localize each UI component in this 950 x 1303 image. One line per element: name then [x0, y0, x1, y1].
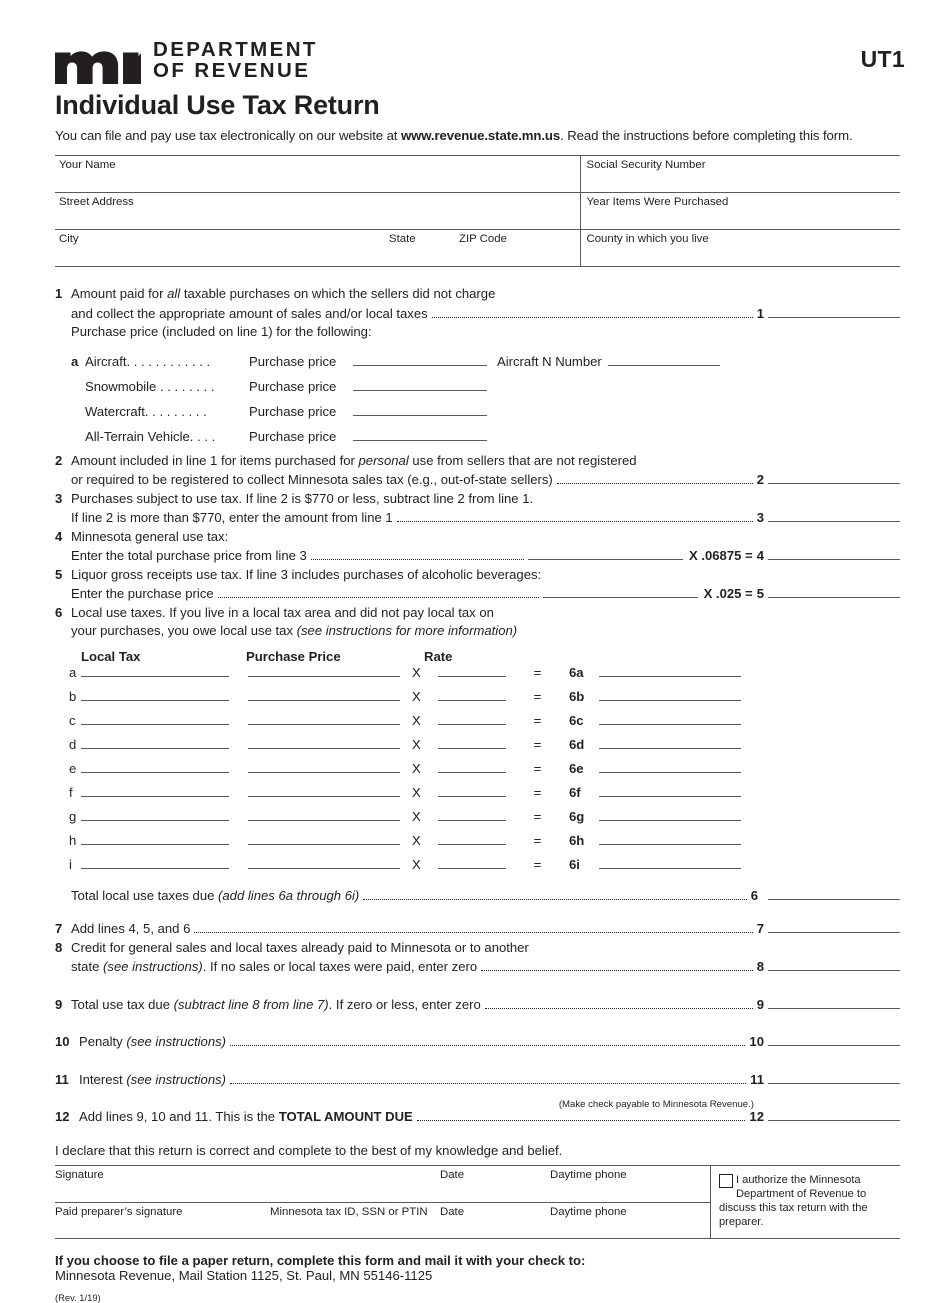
line-10-row — [55, 1032, 900, 1052]
line-9-text — [71, 996, 481, 1015]
aircraft-n-number-input[interactable] — [608, 352, 720, 366]
line-1-text-a-pre: Amount paid for — [71, 286, 168, 301]
result-label: 6h — [569, 832, 585, 848]
mailing-instruction-line: If you choose to file a paper return, complete this form and mail it with your check to: — [55, 1252, 586, 1268]
times-symbol: X — [412, 664, 421, 680]
purchase-items-list — [55, 352, 900, 452]
local-tax-rate-input[interactable] — [438, 784, 506, 797]
subtitle-text-after: . Read the instructions before completing this form. — [560, 128, 853, 143]
purchase-price-label: Purchase price — [249, 428, 337, 444]
year-purchased-field[interactable] — [580, 193, 900, 230]
local-tax-price-input[interactable] — [248, 712, 400, 725]
purchase-item-name-text: All-Terrain Vehicle — [85, 428, 190, 444]
table-row — [55, 856, 900, 880]
row-letter: d — [69, 736, 77, 752]
check-payable-note: (Make check payable to Minnesota Revenue.) — [558, 1099, 754, 1110]
equals-symbol: = — [533, 664, 542, 680]
line-3-text-a: Purchases subject to use tax. If line 2 is $770 or less, subtract line 2 from line 1. — [71, 490, 534, 506]
table-row — [55, 808, 900, 832]
local-tax-price-input[interactable] — [248, 856, 400, 869]
col-header-purchase-price: Purchase Price — [246, 648, 341, 664]
line-10-right-number: 10 — [749, 1034, 764, 1049]
line-9-text-pre: Total use tax due — [71, 996, 174, 1012]
ssn-label: Social Security Number — [586, 159, 706, 171]
dot-leader — [397, 521, 753, 522]
county-field[interactable] — [580, 230, 900, 267]
agency-name-line2: OF REVENUE — [153, 59, 311, 82]
table-row — [55, 156, 900, 193]
result-label: 6c — [569, 712, 584, 728]
your-name-field[interactable] — [55, 156, 580, 193]
line-1-text-c: Purchase price (included on line 1) for the following: — [71, 324, 372, 339]
local-tax-table-header — [55, 649, 900, 664]
signature-row1-blank — [270, 1169, 440, 1202]
line-12-row — [55, 1099, 900, 1127]
line-8-text-b — [71, 958, 477, 977]
line-6-total-text — [71, 887, 359, 906]
local-tax-table-body — [55, 664, 900, 880]
times-symbol: X — [412, 856, 421, 872]
line-5-rate: X .025 = — [703, 586, 753, 601]
line-5-price-input[interactable] — [543, 584, 698, 598]
dot-leader — [417, 1120, 746, 1121]
equals-symbol: = — [533, 856, 542, 872]
watercraft-price-input[interactable] — [353, 402, 487, 416]
line-2-text-a — [71, 452, 637, 471]
times-symbol: X — [412, 760, 421, 776]
row-letter: f — [69, 784, 73, 800]
local-tax-result-input[interactable] — [599, 712, 741, 725]
equals-symbol: = — [533, 808, 542, 824]
signature-section — [55, 1165, 900, 1239]
purchase-item-dots: . . . . . . . . . — [144, 403, 207, 419]
purchase-item-name — [85, 428, 249, 447]
local-tax-result-input[interactable] — [599, 760, 741, 773]
line-2-amount-input[interactable] — [768, 470, 900, 484]
table-row — [55, 832, 900, 856]
line-6-right-number: 6 — [750, 887, 758, 903]
line-4-text-b: Enter the total purchase price from line 3 — [71, 548, 307, 563]
line-6-total-row — [55, 886, 900, 906]
line-10-number: 10 — [55, 1034, 70, 1049]
times-symbol: X — [412, 688, 421, 704]
purchase-item-row — [55, 427, 900, 452]
street-address-field[interactable] — [55, 193, 580, 230]
line-8-row-a — [55, 939, 900, 958]
line-7-row — [55, 919, 900, 939]
signature-label[interactable]: Signature — [55, 1168, 104, 1181]
local-tax-result-input[interactable] — [599, 808, 741, 821]
line-6-total-pre: Total local use taxes due — [71, 887, 219, 903]
local-tax-rate-input[interactable] — [438, 736, 506, 749]
purchase-item-dots: . . . . . . . . . . . . — [126, 353, 211, 369]
local-tax-result-input[interactable] — [599, 832, 741, 845]
line-9-number: 9 — [55, 996, 63, 1012]
equals-symbol: = — [533, 784, 542, 800]
line-4-rate: X .06875 = — [688, 548, 753, 563]
local-tax-rate-input[interactable] — [438, 688, 506, 701]
local-tax-price-input[interactable] — [248, 736, 400, 749]
line-1-row-a — [55, 285, 900, 304]
line-7-amount-input[interactable] — [768, 919, 900, 933]
purchase-price-label: Purchase price — [249, 378, 337, 394]
ssn-field[interactable] — [580, 156, 900, 193]
line-6-text-b — [71, 622, 517, 641]
row-letter: b — [69, 688, 77, 704]
line-11-text-em: (see instructions) — [126, 1071, 227, 1087]
line-1-row-b — [55, 304, 900, 324]
purchase-item-name — [85, 353, 249, 372]
line-6-text-b-em: (see instructions for more information) — [296, 623, 518, 638]
line-5-number: 5 — [55, 566, 63, 582]
local-tax-result-input[interactable] — [599, 664, 741, 677]
purchase-price-label: Purchase price — [249, 403, 337, 419]
line-8-row-b — [55, 957, 900, 977]
line-3-text-b: If line 2 is more than $770, enter the amount from line 1 — [71, 510, 393, 525]
dot-leader — [363, 899, 746, 900]
zip-field[interactable] — [455, 230, 580, 267]
row-letter: i — [69, 856, 72, 872]
line-4-right-number: 4 — [756, 548, 764, 563]
line-2-number: 2 — [55, 452, 63, 468]
line-1-text-a-post: taxable purchases on which the sellers did not charge — [180, 286, 496, 301]
agency-name-line1: DEPARTMENT — [153, 38, 318, 61]
local-tax-name-input[interactable] — [81, 712, 229, 725]
line-8-text-b-post: . If no sales or local taxes were paid, enter zero — [202, 959, 478, 974]
line-5-text-a: Liquor gross receipts use tax. If line 3 includes purchases of alcoholic beverages: — [71, 566, 542, 582]
agency-logo-block — [55, 38, 905, 84]
local-tax-result-input[interactable] — [599, 736, 741, 749]
signature-fields — [55, 1165, 710, 1239]
line-1-number: 1 — [55, 286, 63, 301]
agency-name — [153, 38, 318, 81]
purchase-price-label: Purchase price — [249, 353, 337, 369]
local-tax-rate-input[interactable] — [438, 832, 506, 845]
snowmobile-price-input[interactable] — [353, 377, 487, 391]
city-field[interactable] — [55, 230, 385, 267]
line-2-row-b — [55, 470, 900, 490]
form-body — [55, 285, 900, 1127]
preparer-phone-label[interactable]: Daytime phone — [550, 1205, 627, 1218]
subtitle-text-before: You can file and pay use tax electronically on our website at — [55, 128, 401, 143]
table-row — [55, 664, 900, 688]
county-label: County in which you live — [586, 233, 709, 245]
form-header — [0, 0, 950, 143]
line-11-right-number: 11 — [750, 1071, 764, 1087]
purchase-item-letter: a — [71, 353, 79, 369]
line-10-amount-input[interactable] — [768, 1032, 900, 1046]
line-9-text-post: . If zero or less, enter zero — [328, 996, 481, 1012]
authorize-checkbox[interactable] — [719, 1174, 733, 1188]
result-label: 6e — [569, 760, 584, 776]
line-4-text-a: Minnesota general use tax: — [71, 528, 229, 544]
local-tax-name-input[interactable] — [81, 688, 229, 701]
signature-row-preparer — [55, 1202, 710, 1239]
line-6-text-a: Local use taxes. If you live in a local tax area and did not pay local tax on — [71, 604, 494, 620]
local-tax-price-input[interactable] — [248, 760, 400, 773]
line-4-amount-input[interactable] — [768, 546, 900, 560]
line-3-number: 3 — [55, 490, 63, 506]
local-tax-name-input[interactable] — [81, 832, 229, 845]
local-tax-price-input[interactable] — [248, 832, 400, 845]
dot-leader — [432, 317, 753, 318]
purchase-item-name — [85, 378, 249, 397]
line-9-text-em: (subtract line 8 from line 7) — [173, 996, 329, 1012]
line-3-row-a — [55, 490, 900, 509]
line-2-text-a-post: use from sellers that are not registered — [408, 452, 637, 468]
line-10-text — [79, 1033, 226, 1052]
local-tax-result-input[interactable] — [599, 688, 741, 701]
purchase-item-name-text: Watercraft — [85, 403, 145, 419]
line-8-text-b-pre: state — [71, 959, 104, 974]
signature-phone-label[interactable]: Daytime phone — [550, 1168, 627, 1181]
equals-symbol: = — [533, 736, 542, 752]
local-tax-name-input[interactable] — [81, 760, 229, 773]
purchase-item-row — [55, 377, 900, 402]
line-11-row — [55, 1070, 900, 1090]
city-label: City — [59, 233, 79, 245]
form-subtitle — [55, 128, 905, 143]
local-tax-rate-input[interactable] — [438, 664, 506, 677]
mailing-instructions — [55, 1253, 900, 1303]
line-8-right-number: 8 — [756, 959, 764, 974]
equals-symbol: = — [533, 760, 542, 776]
purchase-item-name-text: Aircraft — [85, 353, 127, 369]
line-2-text-a-em: personal — [358, 452, 409, 468]
year-purchased-label: Year Items Were Purchased — [586, 196, 729, 208]
dot-leader — [218, 597, 539, 598]
preparer-taxid-label[interactable]: Minnesota tax ID, SSN or PTIN — [270, 1205, 428, 1218]
line-12-text-bold: TOTAL AMOUNT DUE — [278, 1109, 413, 1124]
dot-leader — [311, 559, 524, 560]
col-header-rate: Rate — [424, 648, 453, 664]
line-1-text-a — [71, 285, 495, 304]
table-row — [55, 736, 900, 760]
local-tax-name-input[interactable] — [81, 784, 229, 797]
your-name-label: Your Name — [59, 159, 116, 171]
line-6-row-a — [55, 604, 900, 623]
line-2-right-number: 2 — [756, 472, 764, 487]
line-9-right-number: 9 — [756, 996, 764, 1012]
purchase-item-row — [55, 352, 900, 377]
line-3-amount-input[interactable] — [768, 508, 900, 522]
times-symbol: X — [412, 736, 421, 752]
revision-code: (Rev. 1/19) — [55, 1291, 101, 1303]
local-tax-price-input[interactable] — [248, 688, 400, 701]
form-code: UT1 — [860, 46, 905, 72]
taxpayer-info-table — [55, 155, 900, 267]
line-6-number: 6 — [55, 604, 63, 620]
purchase-item-dots: . . . . . . . . — [156, 378, 215, 394]
result-label: 6d — [569, 736, 585, 752]
times-symbol: X — [412, 808, 421, 824]
table-row — [55, 230, 900, 267]
page-title: Individual Use Tax Return — [55, 90, 380, 120]
purchase-item-name — [85, 403, 249, 422]
line-5-row-b — [55, 584, 900, 604]
preparer-signature-label[interactable]: Paid preparer’s signature — [55, 1205, 183, 1218]
line-7-number: 7 — [55, 921, 63, 936]
dot-leader — [481, 970, 753, 971]
line-1-text-a-em: all — [167, 286, 181, 301]
equals-symbol: = — [533, 712, 542, 728]
street-address-label: Street Address — [59, 196, 134, 208]
dot-leader — [230, 1045, 745, 1046]
mailing-address-line: Minnesota Revenue, Mail Station 1125, St. Paul, MN 55146-1125 — [55, 1267, 433, 1283]
line-12-right-number: 12 — [749, 1109, 764, 1124]
local-tax-rate-input[interactable] — [438, 808, 506, 821]
line-1-text-b: and collect the appropriate amount of sales and/or local taxes — [71, 305, 428, 321]
line-1-right-number: 1 — [756, 305, 764, 321]
atv-price-input[interactable] — [353, 427, 487, 441]
local-tax-result-input[interactable] — [599, 856, 741, 869]
line-5-amount-input[interactable] — [768, 584, 900, 598]
line-1-row-c — [55, 323, 900, 342]
times-symbol: X — [412, 712, 421, 728]
row-letter: a — [69, 664, 77, 680]
row-letter: c — [69, 712, 76, 728]
purchase-item-dots: . . . . — [189, 428, 216, 444]
table-row — [55, 193, 900, 230]
line-12-text — [79, 1108, 413, 1127]
line-8-amount-input[interactable] — [768, 957, 900, 971]
table-row — [55, 688, 900, 712]
zip-label: ZIP Code — [459, 233, 507, 245]
line-6-total-em: (add lines 6a through 6i) — [218, 887, 360, 903]
line-4-row-b — [55, 546, 900, 566]
row-letter: h — [69, 832, 77, 848]
line-9-row — [55, 995, 900, 1015]
result-label: 6b — [569, 688, 585, 704]
times-symbol: X — [412, 784, 421, 800]
mn-wordmark-logo-icon — [55, 40, 141, 84]
local-tax-result-input[interactable] — [599, 784, 741, 797]
table-row — [55, 760, 900, 784]
result-label: 6g — [569, 808, 585, 824]
line-2-text-a-pre: Amount included in line 1 for items purchased for — [71, 452, 359, 468]
declaration-text: I declare that this return is correct and complete to the best of my knowledge and belief. — [55, 1142, 563, 1158]
line-12-amount-input[interactable] — [768, 1107, 900, 1121]
equals-symbol: = — [533, 688, 542, 704]
line-3-row-b — [55, 508, 900, 528]
local-tax-rate-input[interactable] — [438, 712, 506, 725]
col-header-local-tax: Local Tax — [81, 648, 141, 664]
line-12-number: 12 — [55, 1109, 70, 1124]
local-tax-rate-input[interactable] — [438, 856, 506, 869]
revenue-website-link[interactable]: www.revenue.state.mn.us — [400, 128, 561, 143]
line-6-amount-input[interactable] — [768, 886, 900, 900]
line-10-text-em: (see instructions) — [126, 1034, 227, 1049]
line-5-text-b: Enter the purchase price — [71, 586, 214, 601]
line-11-text-pre: Interest — [79, 1071, 127, 1087]
local-tax-name-input[interactable] — [81, 736, 229, 749]
row-letter: g — [69, 808, 77, 824]
line-12-text-pre: Add lines 9, 10 and 11. This is the — [79, 1109, 279, 1124]
aircraft-n-number-label: Aircraft N Number — [497, 353, 602, 369]
line-4-price-input[interactable] — [528, 546, 683, 560]
line-7-text: Add lines 4, 5, and 6 — [71, 921, 191, 936]
dot-leader — [485, 1008, 753, 1009]
line-10-text-pre: Penalty — [79, 1034, 127, 1049]
dot-leader — [230, 1083, 746, 1084]
authorize-preparer-box[interactable] — [710, 1165, 900, 1239]
line-8-number: 8 — [55, 939, 63, 955]
line-2-row-a — [55, 452, 900, 471]
dot-leader — [557, 483, 753, 484]
local-tax-price-input[interactable] — [248, 664, 400, 677]
line-3-right-number: 3 — [756, 510, 764, 525]
line-6-row-b — [55, 622, 900, 641]
line-4-row-a — [55, 528, 900, 547]
state-field[interactable] — [385, 230, 455, 267]
line-4-number: 4 — [55, 528, 63, 544]
local-tax-price-input[interactable] — [248, 808, 400, 821]
preparer-date-label[interactable]: Date — [440, 1205, 465, 1218]
purchase-item-name-text: Snowmobile — [85, 378, 157, 394]
result-label: 6f — [569, 784, 581, 800]
signature-row-taxpayer — [55, 1165, 710, 1202]
line-2-text-b: or required to be registered to collect Minnesota sales tax (e.g., out-of-state sellers) — [71, 472, 553, 487]
line-8-text-b-em: (see instructions) — [103, 959, 203, 974]
line-5-row-a — [55, 566, 900, 585]
local-tax-name-input[interactable] — [81, 856, 229, 869]
local-tax-price-input[interactable] — [248, 784, 400, 797]
purchase-item-row — [55, 402, 900, 427]
authorize-label: I authorize the Minnesota Department of Revenue to discuss this tax return with the preparer. — [719, 1173, 868, 1228]
line-5-right-number: 5 — [756, 586, 764, 601]
line-1-amount-input[interactable] — [768, 304, 900, 318]
result-label: 6i — [569, 856, 580, 872]
local-tax-name-input[interactable] — [81, 664, 229, 677]
line-11-number: 11 — [55, 1071, 69, 1087]
times-symbol: X — [412, 832, 421, 848]
state-label: State — [389, 233, 416, 245]
aircraft-price-input[interactable] — [353, 352, 487, 366]
dot-leader — [194, 932, 752, 933]
line-6-text-b-pre: your purchases, you owe local use tax — [71, 623, 297, 638]
line-11-amount-input[interactable] — [768, 1070, 900, 1084]
line-8-text-a: Credit for general sales and local taxes already paid to Minnesota or to another — [71, 939, 529, 955]
local-tax-name-input[interactable] — [81, 808, 229, 821]
local-tax-rate-input[interactable] — [438, 760, 506, 773]
line-9-amount-input[interactable] — [768, 995, 900, 1009]
table-row — [55, 712, 900, 736]
result-label: 6a — [569, 664, 584, 680]
row-letter: e — [69, 760, 77, 776]
line-11-text — [79, 1071, 226, 1090]
equals-symbol: = — [533, 832, 542, 848]
table-row — [55, 784, 900, 808]
signature-date-label[interactable]: Date — [440, 1168, 465, 1181]
line-7-right-number: 7 — [756, 921, 764, 936]
